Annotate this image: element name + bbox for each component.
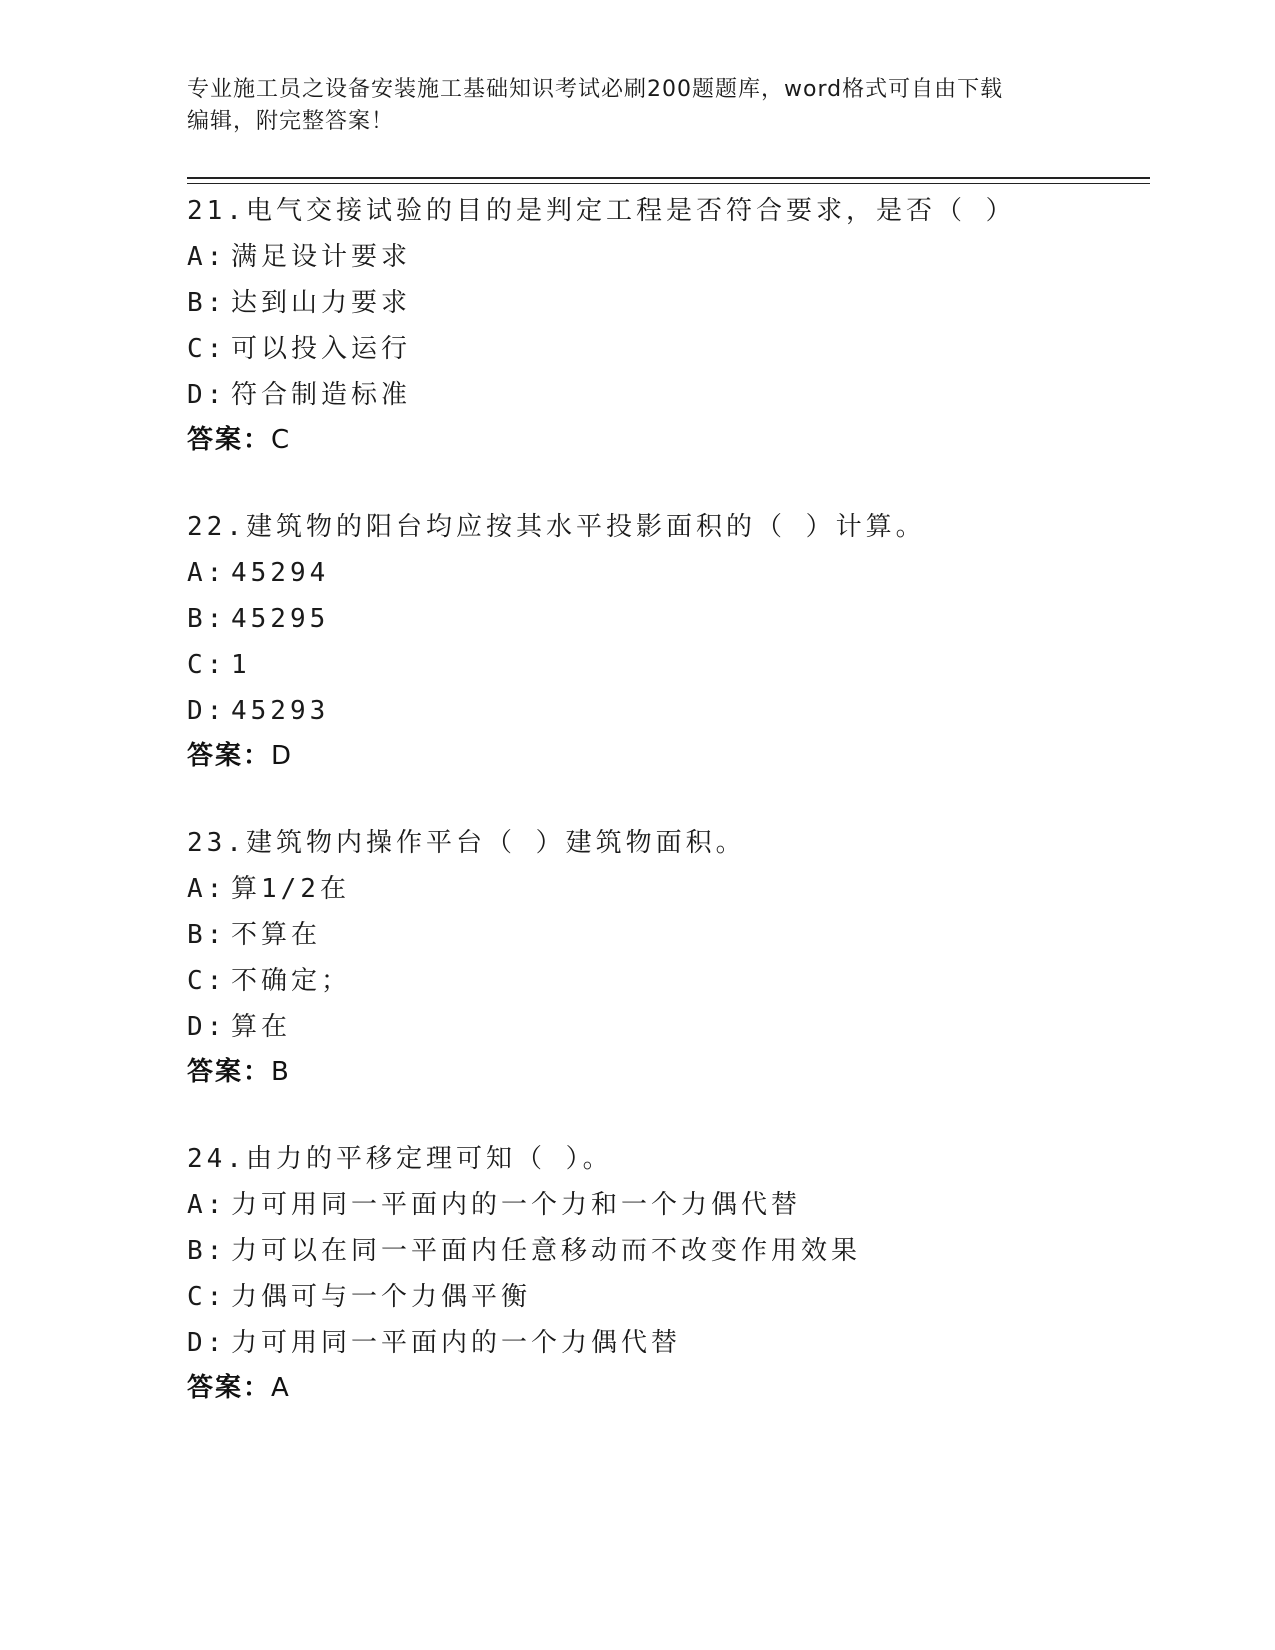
option-text: 45295: [231, 604, 330, 634]
question-stem: 23.建筑物内操作平台（ ）建筑物面积。: [187, 828, 746, 858]
question-list: [187, 188, 1147, 1452]
option-text: 45293: [231, 696, 330, 726]
answer-value: B: [271, 1057, 291, 1087]
answer-line: [187, 418, 1147, 462]
document-header: [187, 74, 1087, 138]
option-text: 不确定；: [231, 966, 352, 996]
option-letter: A:: [187, 1190, 227, 1220]
question-21: [187, 188, 1147, 462]
option-b: [187, 280, 1147, 326]
option-c: [187, 642, 1147, 688]
option-text: 45294: [231, 558, 330, 588]
option-text: 不算在: [231, 920, 322, 950]
option-text: 力可用同一平面内的一个力偶代替: [231, 1328, 682, 1358]
option-letter: A:: [187, 242, 227, 272]
option-text: 算在: [231, 1012, 292, 1042]
answer-line: [187, 1050, 1147, 1094]
header-divider-thick: [187, 177, 1150, 179]
question-stem: 21.电气交接试验的目的是判定工程是否符合要求，是否（ ）: [187, 196, 1016, 226]
option-a: [187, 866, 1147, 912]
answer-line: [187, 1366, 1147, 1410]
header-title-line-2: 编辑，附完整答案！: [187, 109, 395, 134]
question-stem: 24.由力的平移定理可知（ ）。: [187, 1144, 613, 1174]
answer-value: A: [271, 1373, 291, 1403]
answer-label: 答案：: [187, 741, 272, 771]
option-letter: C:: [187, 650, 227, 680]
answer-label: 答案：: [187, 425, 272, 455]
option-letter: C:: [187, 966, 227, 996]
option-a: [187, 234, 1147, 280]
option-d: [187, 372, 1147, 418]
option-text: 力偶可与一个力偶平衡: [231, 1282, 532, 1312]
option-text: 力可用同一平面内的一个力和一个力偶代替: [231, 1190, 802, 1220]
option-letter: A:: [187, 874, 227, 904]
option-a: [187, 1182, 1147, 1228]
option-letter: B:: [187, 288, 227, 318]
option-c: [187, 326, 1147, 372]
option-c: [187, 958, 1147, 1004]
option-b: [187, 912, 1147, 958]
question-22: [187, 504, 1147, 778]
option-text: 算1/2在: [231, 874, 350, 904]
option-letter: B:: [187, 920, 227, 950]
option-letter: C:: [187, 1282, 227, 1312]
question-24: [187, 1136, 1147, 1410]
option-d: [187, 1004, 1147, 1050]
question-stem: 22.建筑物的阳台均应按其水平投影面积的（ ）计算。: [187, 512, 926, 542]
option-letter: A:: [187, 558, 227, 588]
answer-label: 答案：: [187, 1057, 272, 1087]
header-title-line-1: 专业施工员之设备安装施工基础知识考试必刷200题题库，word格式可自由下载: [187, 77, 1004, 102]
option-letter: B:: [187, 1236, 227, 1266]
answer-value: C: [271, 425, 292, 455]
question-23: [187, 820, 1147, 1094]
answer-value: D: [271, 741, 294, 771]
option-letter: D:: [187, 696, 227, 726]
option-text: 达到山力要求: [231, 288, 412, 318]
option-d: [187, 1320, 1147, 1366]
option-letter: D:: [187, 1328, 227, 1358]
option-c: [187, 1274, 1147, 1320]
option-d: [187, 688, 1147, 734]
answer-line: [187, 734, 1147, 778]
option-letter: D:: [187, 380, 227, 410]
answer-label: 答案：: [187, 1373, 272, 1403]
option-text: 满足设计要求: [231, 242, 412, 272]
option-b: [187, 596, 1147, 642]
option-b: [187, 1228, 1147, 1274]
header-divider-thin: [187, 183, 1150, 184]
option-text: 力可以在同一平面内任意移动而不改变作用效果: [231, 1236, 862, 1266]
option-text: 符合制造标准: [231, 380, 412, 410]
option-letter: D:: [187, 1012, 227, 1042]
option-letter: B:: [187, 604, 227, 634]
option-text: 1: [231, 650, 251, 680]
option-a: [187, 550, 1147, 596]
option-text: 可以投入运行: [231, 334, 412, 364]
option-letter: C:: [187, 334, 227, 364]
